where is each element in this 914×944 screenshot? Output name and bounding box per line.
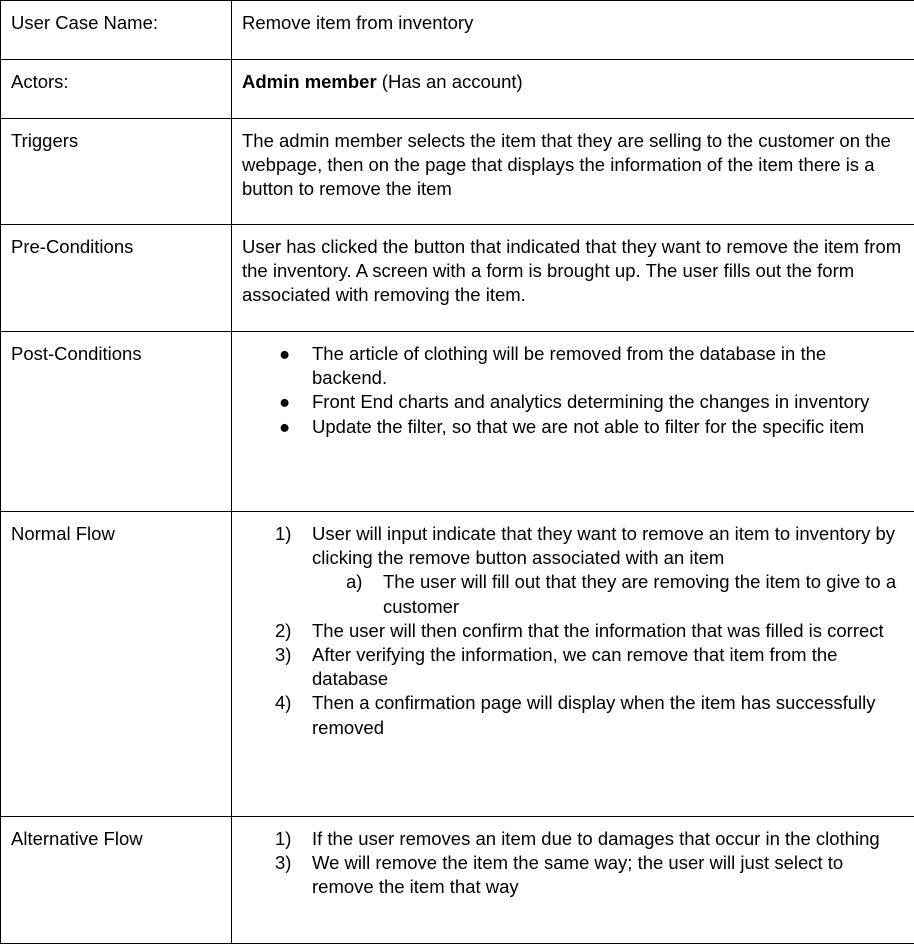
pre-conditions-value: User has clicked the button that indicated that they want to remove the item from the inventory. A screen with a form is brought up. The user fills out the form associated with removing the item. xyxy=(232,225,914,332)
normal-flow-steps xyxy=(242,522,902,740)
step-marker: 1) xyxy=(275,522,291,546)
use-case-name-value: Remove item from inventory xyxy=(232,1,914,60)
step-text: Then a confirmation page will display when the item has successfully removed xyxy=(312,692,876,737)
flow-step xyxy=(242,619,902,643)
bullet-icon: ● xyxy=(279,390,290,414)
step-text: The user will then confirm that the information that was filled is correct xyxy=(312,620,884,641)
alternative-flow-label: Alternative Flow xyxy=(1,817,232,944)
alternative-flow-steps xyxy=(242,827,902,900)
step-text: The user will fill out that they are removing the item to give to a customer xyxy=(383,571,896,616)
step-marker: 4) xyxy=(275,691,291,715)
step-text: If the user removes an item due to damages that occur in the clothing xyxy=(312,828,880,849)
actors-note: (Has an account) xyxy=(377,71,523,92)
actors-value xyxy=(232,60,914,119)
list-item xyxy=(242,415,902,439)
post-conditions-list xyxy=(242,342,902,439)
flow-step xyxy=(242,691,902,739)
normal-flow-label: Normal Flow xyxy=(1,512,232,817)
list-item xyxy=(242,342,902,390)
row-post-conditions xyxy=(1,332,914,512)
actors-primary: Admin member xyxy=(242,71,377,92)
row-use-case-name xyxy=(1,1,914,60)
use-case-name-label: User Case Name: xyxy=(1,1,232,60)
post-conditions-label: Post-Conditions xyxy=(1,332,232,512)
post-conditions-value xyxy=(232,332,914,512)
step-text: After verifying the information, we can remove that item from the database xyxy=(312,644,837,689)
flow-substep xyxy=(242,570,902,618)
list-item-text: Front End charts and analytics determining the changes in inventory xyxy=(312,391,869,412)
flow-step xyxy=(242,851,902,899)
list-item-text: The article of clothing will be removed from the database in the backend. xyxy=(312,343,826,388)
step-marker: a) xyxy=(346,570,362,594)
step-marker: 3) xyxy=(275,851,291,875)
step-text: User will input indicate that they want to remove an item to inventory by clicking the remove button associated with an item xyxy=(312,523,895,568)
flow-step xyxy=(242,522,902,570)
alternative-flow-value xyxy=(232,817,914,944)
row-pre-conditions xyxy=(1,225,914,332)
step-marker: 2) xyxy=(275,619,291,643)
list-item xyxy=(242,390,902,414)
triggers-value: The admin member selects the item that they are selling to the customer on the webpage, then on the page that displays the information of the item there is a button to remove the item xyxy=(232,119,914,225)
bullet-icon: ● xyxy=(279,342,290,366)
pre-conditions-label: Pre-Conditions xyxy=(1,225,232,332)
row-alternative-flow xyxy=(1,817,914,944)
step-marker: 1) xyxy=(275,827,291,851)
row-normal-flow xyxy=(1,512,914,817)
bullet-icon: ● xyxy=(279,415,290,439)
row-actors xyxy=(1,60,914,119)
step-text: We will remove the item the same way; the user will just select to remove the item that way xyxy=(312,852,843,897)
flow-step xyxy=(242,827,902,851)
list-item-text: Update the filter, so that we are not able to filter for the specific item xyxy=(312,416,864,437)
triggers-label: Triggers xyxy=(1,119,232,225)
actors-label: Actors: xyxy=(1,60,232,119)
normal-flow-value xyxy=(232,512,914,817)
flow-step xyxy=(242,643,902,691)
step-marker: 3) xyxy=(275,643,291,667)
row-triggers xyxy=(1,119,914,225)
